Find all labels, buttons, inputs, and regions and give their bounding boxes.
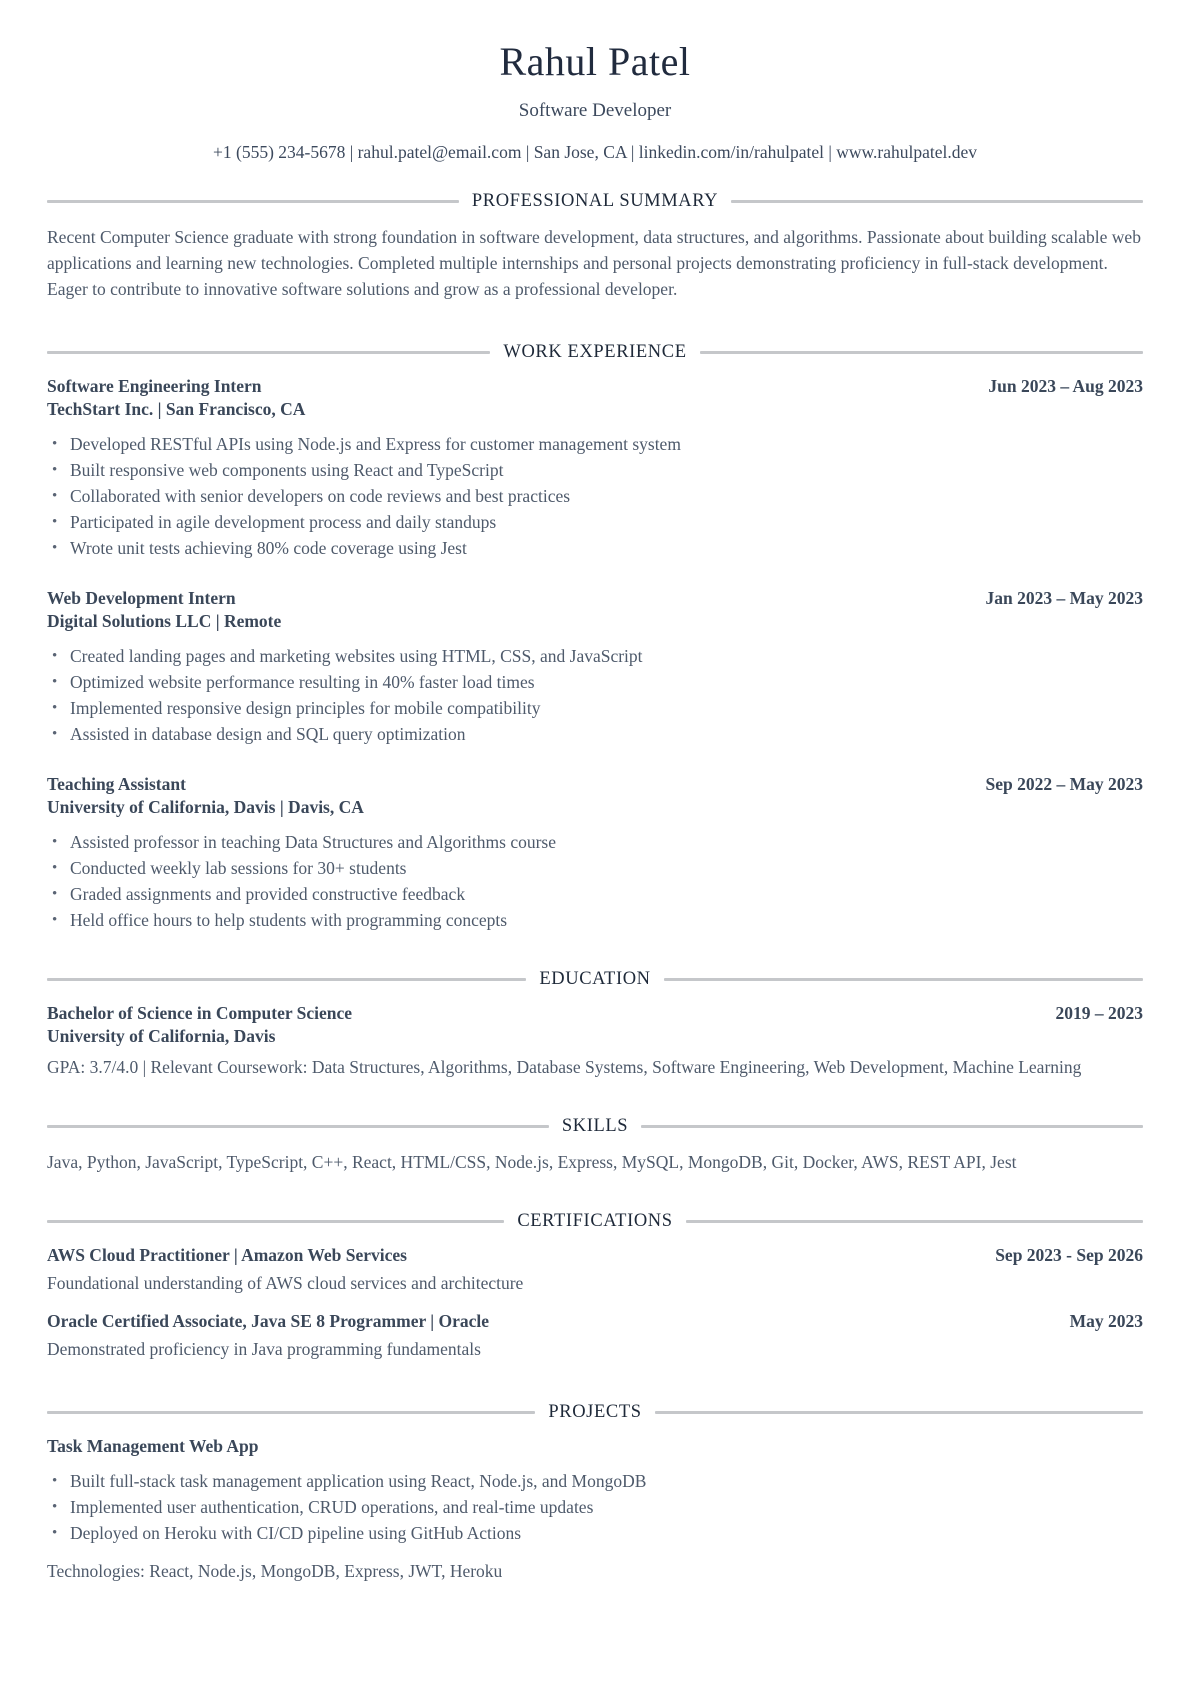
section-heading-summary <box>47 191 1143 212</box>
bullet-item: • Conducted weekly lab sessions for 30+ students <box>47 855 1143 881</box>
degree-title: Bachelor of Science in Computer Science <box>47 1003 353 1023</box>
education-header <box>47 1002 1143 1048</box>
bullet-item: • Implemented responsive design principles for mobile compatibility <box>47 695 1143 721</box>
job-entry <box>47 773 1143 933</box>
certification-dates: Sep 2023 - Sep 2026 <box>995 1245 1143 1265</box>
certification-header <box>47 1244 1143 1267</box>
bullet-item: • Held office hours to help students with programming concepts <box>47 907 1143 933</box>
job-bullet-list <box>47 431 1143 561</box>
certification-description: Foundational understanding of AWS cloud services and architecture <box>47 1273 524 1293</box>
bullet-item: • Assisted in database design and SQL query optimization <box>47 721 1143 747</box>
job-title-block <box>47 587 281 633</box>
heading-rule-left <box>47 978 526 981</box>
job-dates: Jun 2023 – Aug 2023 <box>988 376 1143 396</box>
job-entry <box>47 375 1143 561</box>
heading-rule-right <box>655 1411 1143 1414</box>
job-title: Teaching Assistant <box>47 774 186 794</box>
section-heading-label: EDUCATION <box>539 969 651 989</box>
section-heading-certifications <box>47 1211 1143 1232</box>
certification-dates: May 2023 <box>1069 1311 1143 1331</box>
bullet-item: • Created landing pages and marketing websites using HTML, CSS, and JavaScript <box>47 643 1143 669</box>
job-header <box>47 773 1143 819</box>
heading-rule-left <box>47 1411 535 1414</box>
education-dates: 2019 – 2023 <box>1055 1003 1143 1023</box>
section-heading-education <box>47 969 1143 990</box>
bullet-item: • Graded assignments and provided constructive feedback <box>47 881 1143 907</box>
bullet-item: • Collaborated with senior developers on code reviews and best practices <box>47 483 1143 509</box>
heading-rule-right <box>641 1125 1143 1128</box>
heading-rule-right <box>700 351 1143 354</box>
job-dates: Sep 2022 – May 2023 <box>985 774 1143 794</box>
section-heading-projects <box>47 1402 1143 1423</box>
project-entry <box>47 1435 1143 1584</box>
school-name: University of California, Davis <box>47 1026 276 1046</box>
certification-description: Demonstrated proficiency in Java programming fundamentals <box>47 1339 481 1359</box>
heading-rule-left <box>47 1125 549 1128</box>
job-bullet-list <box>47 829 1143 933</box>
heading-rule-left <box>47 200 459 203</box>
certification-entry <box>47 1310 1143 1362</box>
section-heading-label: CERTIFICATIONS <box>517 1211 673 1231</box>
skills-text: Java, Python, JavaScript, TypeScript, C++, React, HTML/CSS, Node.js, Express, MySQL, MongoDB, Git, Docker, AWS, REST API, Jest <box>47 1152 1017 1172</box>
certification-header <box>47 1310 1143 1333</box>
education-title-block <box>47 1002 352 1048</box>
bullet-item: • Participated in agile development process and daily standups <box>47 509 1143 535</box>
education-details: GPA: 3.7/4.0 | Relevant Coursework: Data Structures, Algorithms, Database Systems, Software Engineering, Web Development, Machine Learning <box>47 1057 1082 1077</box>
bullet-item: • Built full-stack task management application using React, Node.js, and MongoDB <box>47 1468 1143 1494</box>
heading-rule-right <box>731 200 1143 203</box>
bullet-item: • Built responsive web components using React and TypeScript <box>47 457 1143 483</box>
bullet-item: • Developed RESTful APIs using Node.js and Express for customer management system <box>47 431 1143 457</box>
job-company: TechStart Inc. | San Francisco, CA <box>47 399 306 419</box>
certification-title: AWS Cloud Practitioner | Amazon Web Services <box>47 1245 407 1265</box>
section-heading-skills <box>47 1116 1143 1137</box>
heading-rule-left <box>47 351 490 354</box>
job-title-block <box>47 375 305 421</box>
certification-entry <box>47 1244 1143 1296</box>
person-name: Rahul Patel <box>499 39 691 84</box>
education-entry <box>47 1002 1143 1080</box>
section-education <box>47 969 1143 1080</box>
section-heading-label: PROFESSIONAL SUMMARY <box>471 191 719 211</box>
bullet-item: • Implemented user authentication, CRUD operations, and real-time updates <box>47 1494 1143 1520</box>
bullet-item: • Optimized website performance resulting in 40% faster load times <box>47 669 1143 695</box>
heading-rule-right <box>664 978 1143 981</box>
bullet-item: • Deployed on Heroku with CI/CD pipeline using GitHub Actions <box>47 1520 1143 1546</box>
job-company: Digital Solutions LLC | Remote <box>47 611 282 631</box>
bullet-item: • Assisted professor in teaching Data Structures and Algorithms course <box>47 829 1143 855</box>
section-heading-experience <box>47 342 1143 363</box>
section-heading-label: WORK EXPERIENCE <box>503 342 687 362</box>
job-title-block <box>47 773 364 819</box>
job-title: Web Development Intern <box>47 588 236 608</box>
job-header <box>47 375 1143 421</box>
section-projects <box>47 1402 1143 1584</box>
summary-text: Recent Computer Science graduate with strong foundation in software development, data structures, and algorithms. Passionate about building scalable web applications and learning new technologies. Completed multiple internships and personal projects demonstrating proficiency in full-stack development. Eager to contribute to innovative software solutions and grow as a professional developer. <box>47 227 1141 299</box>
section-certifications <box>47 1211 1143 1362</box>
job-company: University of California, Davis | Davis, CA <box>47 797 364 817</box>
person-title: Software Developer <box>518 100 672 121</box>
section-experience <box>47 342 1143 933</box>
certification-title: Oracle Certified Associate, Java SE 8 Programmer | Oracle <box>47 1311 490 1331</box>
section-summary <box>47 191 1143 302</box>
bullet-item: • Wrote unit tests achieving 80% code coverage using Jest <box>47 535 1143 561</box>
section-heading-label: SKILLS <box>561 1116 629 1136</box>
heading-rule-right <box>686 1220 1143 1223</box>
contact-line: +1 (555) 234-5678 | rahul.patel@email.com | San Jose, CA | linkedin.com/in/rahulpatel | www.rahulpatel.dev <box>213 142 977 162</box>
heading-rule-left <box>47 1220 504 1223</box>
job-dates: Jan 2023 – May 2023 <box>985 588 1143 608</box>
project-bullet-list <box>47 1468 1143 1546</box>
job-header <box>47 587 1143 633</box>
section-skills <box>47 1116 1143 1175</box>
project-technologies: Technologies: React, Node.js, MongoDB, Express, JWT, Heroku <box>47 1561 503 1581</box>
job-title: Software Engineering Intern <box>47 376 262 396</box>
job-entry <box>47 587 1143 747</box>
project-title: Task Management Web App <box>47 1436 259 1456</box>
job-bullet-list <box>47 643 1143 747</box>
section-heading-label: PROJECTS <box>548 1402 642 1422</box>
